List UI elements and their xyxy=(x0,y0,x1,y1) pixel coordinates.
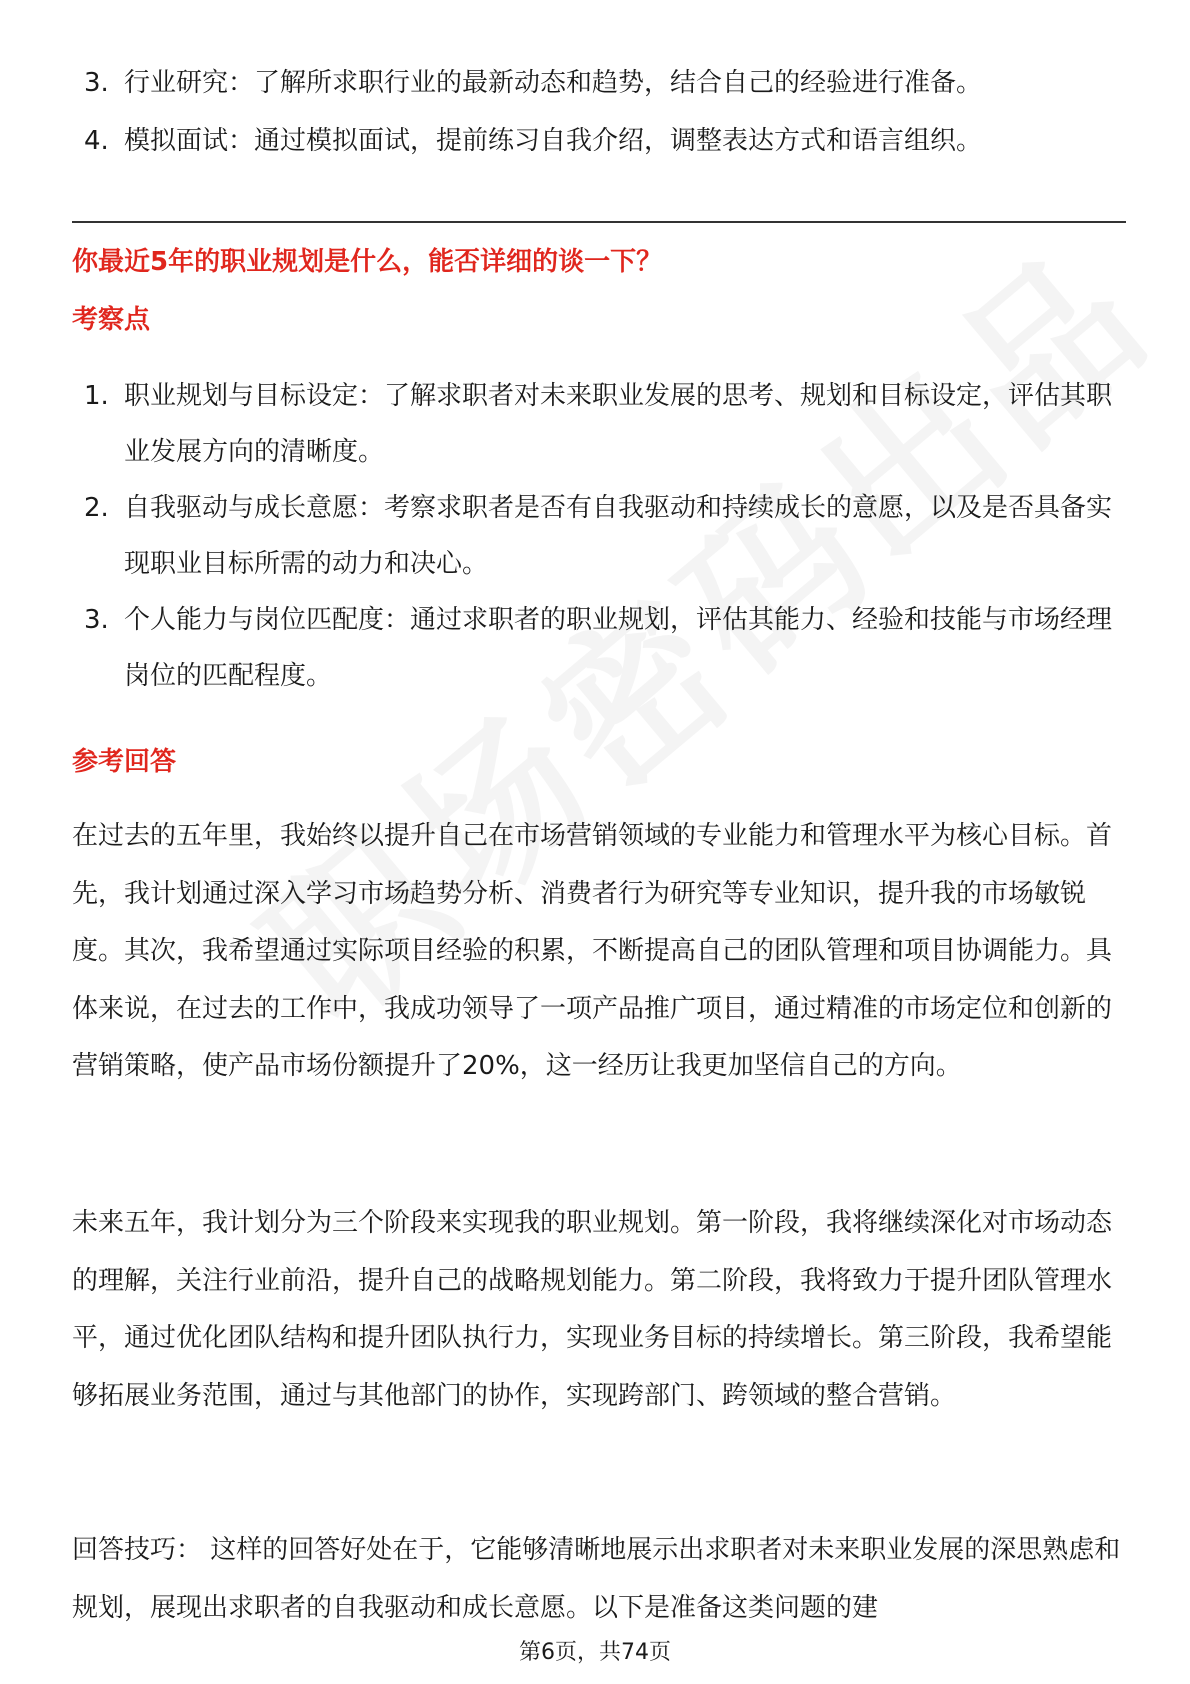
list-item xyxy=(84,54,1124,112)
answer-paragraph: 未来五年，我计划分为三个阶段来实现我的职业规划。第一阶段，我将继续深化对市场动态的理解，关注行业前沿，提升自己的战略规划能力。第二阶段，我将致力于提升团队管理水平，通过优化团队结构和提升团队执行力，实现业务目标的持续增长。第三阶段，我希望能够拓展业务范围，通过与其他部门的协作，实现跨部门、跨领域的整合营销。 xyxy=(72,1208,1113,1411)
list-item-text: 个人能力与岗位匹配度：通过求职者的职业规划，评估其能力、经验和技能与市场经理岗位的匹配程度。 xyxy=(124,605,1113,691)
list-item xyxy=(84,112,1124,170)
reference-answer-heading: 参考回答 xyxy=(72,747,177,777)
list-item xyxy=(84,592,1124,704)
assessment-points-list xyxy=(84,368,1124,704)
list-item-number: 3. xyxy=(84,605,109,635)
interview-question: 你最近5年的职业规划是什么，能否详细的谈一下？ xyxy=(72,247,663,277)
answer-paragraph: 在过去的五年里，我始终以提升自己在市场营销领域的专业能力和管理水平为核心目标。首先，我计划通过深入学习市场趋势分析、消费者行为研究等专业知识，提升我的市场敏锐度。其次，我希望通过实际项目经验的积累，不断提高自己的团队管理和项目协调能力。具体来说，在过去的工作中，我成功领导了一项产品推广项目，通过精准的市场定位和创新的营销策略，使产品市场份额提升了20%，这一经历让我更加坚信自己的方向。 xyxy=(72,821,1113,1081)
list-item-number: 3. xyxy=(84,68,109,98)
list-item-text: 行业研究：了解所求职行业的最新动态和趋势，结合自己的经验进行准备。 xyxy=(124,68,983,98)
assessment-points-heading: 考察点 xyxy=(72,305,151,335)
list-item-text: 模拟面试：通过模拟面试，提前练习自我介绍，调整表达方式和语言组织。 xyxy=(124,126,983,156)
list-item xyxy=(84,480,1124,592)
list-item-text: 职业规划与目标设定：了解求职者对未来职业发展的思考、规划和目标设定，评估其职业发展方向的清晰度。 xyxy=(124,381,1113,467)
section-divider xyxy=(72,221,1126,223)
list-item-number: 4. xyxy=(84,126,109,156)
answer-tips-paragraph: 回答技巧： 这样的回答好处在于，它能够清晰地展示出求职者对未来职业发展的深思熟虑和规划，展现出求职者的自我驱动和成长意愿。以下是准备这类问题的建 xyxy=(72,1535,1121,1623)
prep-tips-list xyxy=(84,54,1124,170)
list-item-number: 1. xyxy=(84,381,109,411)
page-number-footer: 第6页，共74页 xyxy=(519,1640,671,1665)
list-item xyxy=(84,368,1124,480)
list-item-text: 自我驱动与成长意愿：考察求职者是否有自我驱动和持续成长的意愿，以及是否具备实现职业目标所需的动力和决心。 xyxy=(124,493,1113,579)
list-item-number: 2. xyxy=(84,493,109,523)
